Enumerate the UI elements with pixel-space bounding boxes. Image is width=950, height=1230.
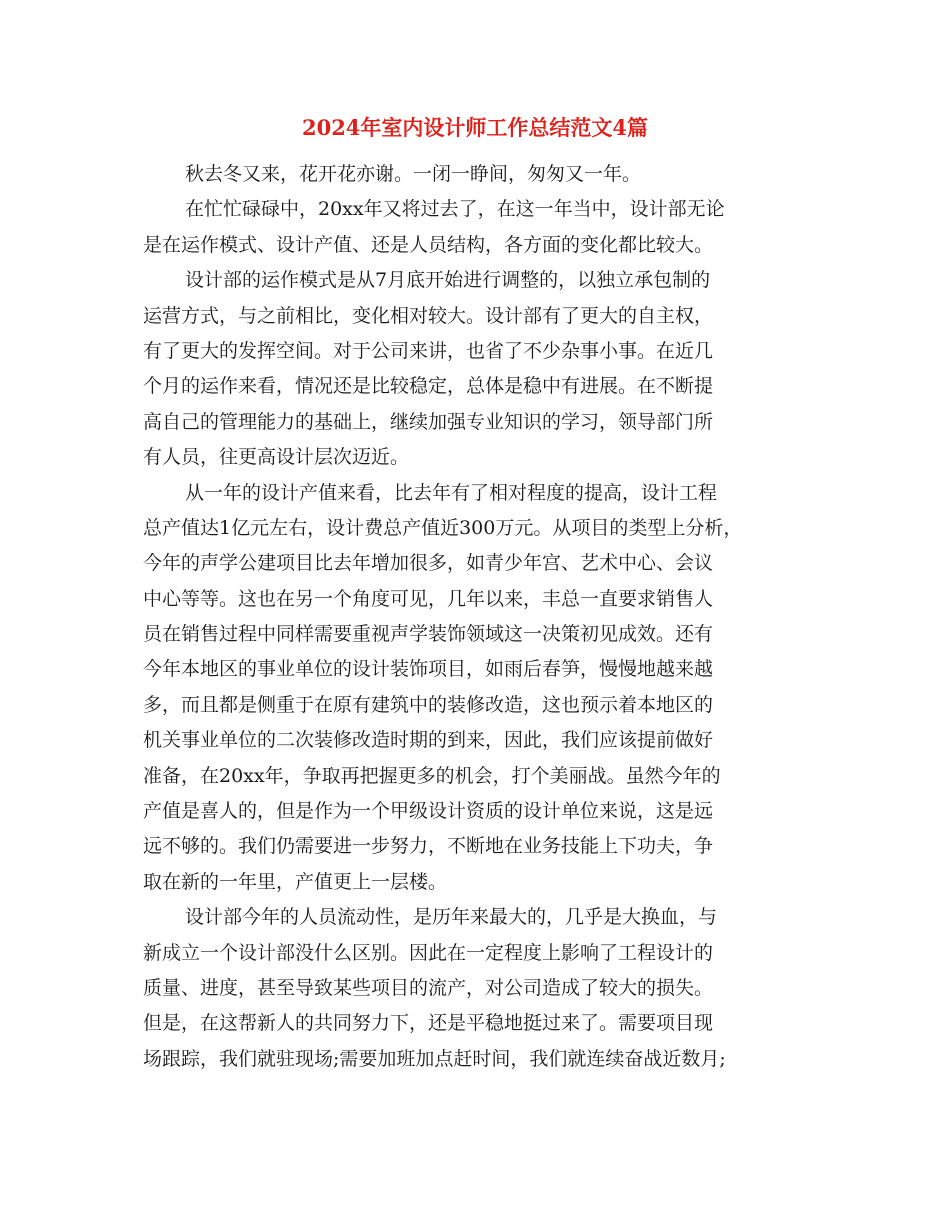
text-line: 场跟踪，我们就驻现场;需要加班加点赶时间，我们就连续奋战近数月; [143,1047,726,1070]
text-line: 今年本地区的事业单位的设计装饰项目，如雨后春笋，慢慢地越来越 [143,658,714,681]
text-line: 新成立一个设计部没什么区别。因此在一定程度上影响了工程设计的 [143,941,714,964]
text-line: 运营方式，与之前相比，变化相对较大。设计部有了更大的自主权， [143,304,714,327]
text-line: 有人员，往更高设计层次迈近。 [143,446,410,469]
text-line: 质量、进度，甚至导致某些项目的流产，对公司造成了较大的损失。 [143,976,714,999]
text-line: 多，而且都是侧重于在原有建筑中的装修改造，这也预示着本地区的 [143,693,714,716]
text-line: 远不够的。我们仍需要进一步努力，不断地在业务技能上下功夫，争 [143,835,714,858]
text-line: 机关事业单位的二次装修改造时期的到来，因此，我们应该提前做好 [143,729,714,752]
text-line: 产值是喜人的，但是作为一个甲级设计资质的设计单位来说，这是远 [143,800,714,823]
text-line: 中心等等。这也在另一个角度可见，几年以来，丰总一直要求销售人 [143,587,714,610]
text-line: 有了更大的发挥空间。对于公司来讲，也省了不少杂事小事。在近几 [143,339,714,362]
text-line: 但是，在这帮新人的共同努力下，还是平稳地挺过来了。需要项目现 [143,1012,714,1035]
text-line: 设计部今年的人员流动性，是历年来最大的，几乎是大换血，与 [185,906,718,929]
text-line: 是在运作模式、设计产值、还是人员结构，各方面的变化都比较大。 [143,233,714,256]
text-line: 员在销售过程中同样需要重视声学装饰领域这一决策初见成效。还有 [143,623,714,646]
text-line: 设计部的运作模式是从7月底开始进行调整的，以独立承包制的 [185,269,711,292]
text-line: 从一年的设计产值来看，比去年有了相对程度的提高，设计工程 [185,481,718,504]
text-line: 高自己的管理能力的基础上，继续加强专业知识的学习，领导部门所 [143,410,714,433]
text-line: 取在新的一年里，产值更上一层楼。 [143,870,448,893]
text-line: 总产值达1亿元左右，设计费总产值近300万元。从项目的类型上分析， [143,516,743,539]
text-line: 秋去冬又来，花开花亦谢。一闭一睁间，匆匆又一年。 [185,163,642,185]
text-line: 准备，在20xx年，争取再把握更多的机会，打个美丽战。虽然今年的 [143,764,721,787]
document-body [143,157,811,1077]
document-title: 2024年室内设计师工作总结范文4篇 [301,115,649,140]
text-line: 个月的运作来看，情况还是比较稳定，总体是稳中有进展。在不断提 [143,375,714,398]
text-line: 在忙忙碌碌中，20xx年又将过去了，在这一年当中，设计部无论 [185,198,725,221]
text-line: 今年的声学公建项目比去年增加很多，如青少年宫、艺术中心、会议 [143,552,714,575]
